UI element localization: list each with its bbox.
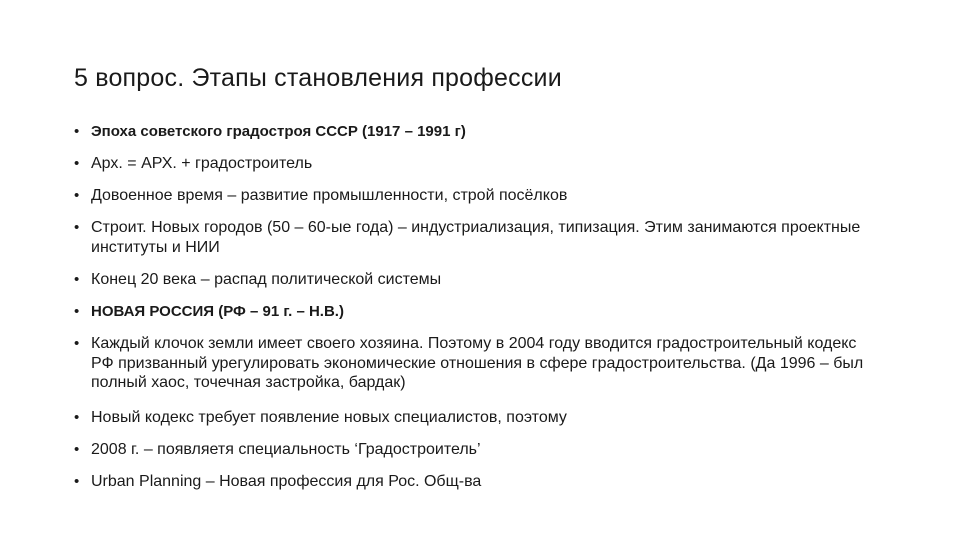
bullet-icon: • (74, 473, 80, 490)
list-item-text: Арх. = АРХ. + градостроитель (91, 155, 313, 172)
list-item-text: Urban Planning – Новая профессия для Рос. Общ-ва (91, 473, 482, 490)
list-item (74, 154, 874, 174)
bullet-icon: • (74, 335, 80, 352)
list-item-text: Эпоха советского градостроя СССР (1917 – 1991 г) (91, 123, 466, 140)
list-item (74, 440, 874, 460)
list-item-text: Довоенное время – развитие промышленности, строй посёлков (91, 187, 568, 204)
list-item (74, 334, 874, 393)
list-item (74, 122, 874, 142)
bullet-icon: • (74, 271, 80, 288)
list-item (74, 408, 874, 428)
list-item-text: Строит. Новых городов (50 – 60-ые года) – индустриализация, типизация. Этим занимаются проектные институты и НИИ (91, 219, 861, 256)
list-item (74, 472, 874, 492)
bullet-icon: • (74, 123, 80, 140)
list-item (74, 218, 874, 257)
list-item-text: НОВАЯ РОССИЯ (РФ – 91 г. – Н.В.) (91, 303, 344, 320)
list-item-text: Новый кодекс требует появление новых специалистов, поэтому (91, 409, 567, 426)
list-item-text: Каждый клочок земли имеет своего хозяина. Поэтому в 2004 году вводится градостроительный кодекс РФ призванный урегулировать экономические отношения в сфере градостроительства. (Да 1996 – был полный хаос, точечная застройка, бардак) (91, 335, 864, 391)
bullet-icon: • (74, 155, 80, 172)
bullet-icon: • (74, 409, 80, 426)
bullet-icon: • (74, 187, 80, 204)
slide-title: 5 вопрос. Этапы становления профессии (74, 64, 562, 92)
list-item-text: Конец 20 века – распад политической системы (91, 271, 442, 288)
list-item (74, 270, 874, 290)
list-item-text: 2008 г. – появляетя специальность ‘Градостроитель’ (91, 441, 481, 458)
bullet-icon: • (74, 441, 80, 458)
bullet-icon: • (74, 219, 80, 236)
bullet-icon: • (74, 303, 80, 320)
list-item (74, 186, 874, 206)
list-item (74, 302, 874, 322)
